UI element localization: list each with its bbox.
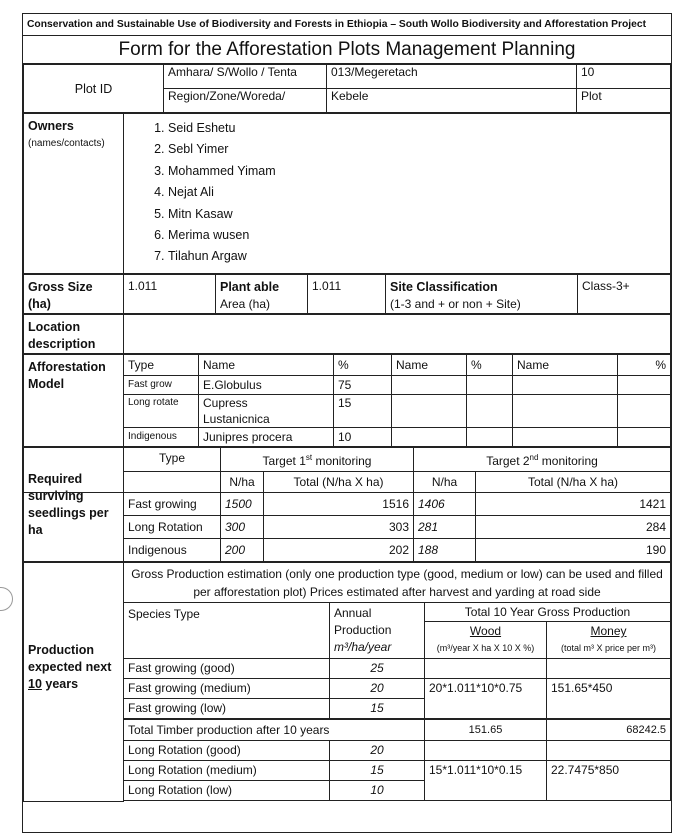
model-type-header: Type — [124, 355, 199, 376]
plantable-label: Plant able — [220, 280, 280, 294]
production-row-wood: 15*1.011*10*0.15 — [425, 761, 547, 801]
production-row-species: Long Rotation (medium) — [124, 761, 330, 781]
money-header: Money — [547, 622, 671, 641]
seedling-row-t2: 284 — [476, 516, 671, 539]
region-value: Amhara/ S/Wollo / Tenta — [164, 65, 327, 89]
site-class-sub: (1-3 and + or non + Site) — [390, 297, 521, 311]
seedlings-table — [23, 447, 671, 562]
plot-label: Plot — [577, 89, 671, 113]
seedling-row-n1: 200 — [221, 539, 264, 562]
model-row-type: Indigenous — [124, 428, 199, 447]
target1-total-header: Total (N/ha X ha) — [264, 472, 414, 493]
production-row-species: Long Rotation (good) — [124, 741, 330, 761]
seedling-row-t2: 1421 — [476, 493, 671, 516]
seedling-row-n2: 281 — [414, 516, 476, 539]
production-row-species: Fast growing (good) — [124, 658, 330, 678]
production-row-wood — [425, 741, 547, 761]
production-row-money: 151.65*450 — [547, 678, 671, 719]
production-row-annual: 20 — [330, 678, 425, 698]
model-name-header-2: Name — [392, 355, 467, 376]
plot-id-table — [23, 64, 671, 113]
model-pct-header-3: % — [618, 355, 671, 376]
production-table — [23, 562, 671, 802]
production-row-wood: 20*1.011*10*0.75 — [425, 678, 547, 719]
production-row-annual: 20 — [330, 741, 425, 761]
seedling-row-t1: 1516 — [264, 493, 414, 516]
location-table — [23, 314, 671, 354]
model-row-type: Fast grow — [124, 376, 199, 395]
total-timber-wood: 151.65 — [425, 719, 547, 741]
owners-label: Owners — [28, 119, 74, 133]
owners-sub: (names/contacts) — [28, 138, 105, 149]
project-header: Conservation and Sustainable Use of Biodiversity and Forests in Ethiopia – South Wollo Biodiversity and Afforestation Project — [23, 14, 671, 36]
punch-hole — [0, 587, 13, 611]
gross-size-label-cell — [24, 275, 124, 314]
model-name-header-3: Name — [513, 355, 618, 376]
afforestation-model-table — [23, 354, 671, 447]
production-note: Gross Production estimation (only one production type (good, medium or low) can be used and filled per afforestation plot) Prices estimated after harvest and yarding at road side — [124, 563, 671, 603]
model-row-pct: 15 — [334, 395, 392, 428]
kebele-value: 013/Megeretach — [327, 65, 577, 89]
kebele-label: Kebele — [327, 89, 577, 113]
model-pct-header-2: % — [467, 355, 513, 376]
owner-item: 4. Nejat Ali — [168, 182, 666, 203]
owners-list — [128, 118, 666, 268]
seedlings-label: Required surviving seedlings per ha — [24, 493, 124, 562]
model-row-pct: 75 — [334, 376, 392, 395]
model-row-name: Cupress Lustanicnica — [199, 395, 334, 428]
model-name-header: Name — [199, 355, 334, 376]
target2-nha-header: N/ha — [414, 472, 476, 493]
plot-id-label: Plot ID — [24, 65, 164, 113]
target1-header: Target 1st monitoring — [221, 448, 414, 472]
model-row-type: Long rotate — [124, 395, 199, 428]
model-pct-header: % — [334, 355, 392, 376]
target2-header: Target 2nd monitoring — [414, 448, 671, 472]
plantable-value: 1.011 — [308, 275, 386, 314]
location-value — [124, 315, 671, 354]
production-row-annual: 25 — [330, 658, 425, 678]
owner-item: 7. Tilahun Argaw — [168, 246, 666, 267]
owners-list-cell — [124, 114, 671, 274]
production-label: Production expected next 10 years — [24, 563, 124, 802]
production-row-money: 22.7475*850 — [547, 761, 671, 801]
production-row-species: Fast growing (low) — [124, 699, 330, 720]
seedling-row-t1: 303 — [264, 516, 414, 539]
production-row-annual: 15 — [330, 761, 425, 781]
gross-size-unit: (ha) — [28, 297, 51, 311]
location-label: Location description — [24, 315, 124, 354]
form-title: Form for the Afforestation Plots Management Planning — [23, 36, 671, 64]
production-row-money — [547, 658, 671, 678]
seedling-row-t1: 202 — [264, 539, 414, 562]
owner-item: 1. Seid Eshetu — [168, 118, 666, 139]
site-class-label-cell — [386, 275, 578, 314]
species-type-header: Species Type — [124, 603, 330, 659]
production-row-annual: 10 — [330, 781, 425, 801]
plantable-unit: Area (ha) — [220, 297, 271, 311]
plot-value: 10 — [577, 65, 671, 89]
production-row-species: Long Rotation (low) — [124, 781, 330, 801]
production-row-money — [547, 741, 671, 761]
target1-nha-header: N/ha — [221, 472, 264, 493]
model-row-pct: 10 — [334, 428, 392, 447]
site-class-label: Site Classification — [390, 280, 498, 294]
plantable-label-cell — [216, 275, 308, 314]
model-row-name: Junipres procera — [199, 428, 334, 447]
owner-item: 6. Merima wusen — [168, 225, 666, 246]
seedling-row-type: Long Rotation — [124, 516, 221, 539]
seedling-row-n2: 188 — [414, 539, 476, 562]
production-row-species: Fast growing (medium) — [124, 678, 330, 698]
production-row-wood — [425, 658, 547, 678]
target2-total-header: Total (N/ha X ha) — [476, 472, 671, 493]
model-label: Afforestation Model — [24, 355, 124, 447]
production-row-annual: 15 — [330, 699, 425, 720]
seedling-row-type: Indigenous — [124, 539, 221, 562]
owners-label-cell — [24, 114, 124, 274]
seedling-row-t2: 190 — [476, 539, 671, 562]
model-row-name: E.Globulus — [199, 376, 334, 395]
gross-size-value: 1.011 — [124, 275, 216, 314]
seedling-row-n1: 300 — [221, 516, 264, 539]
annual-production-header: Annual Production m³/ha/year — [330, 603, 425, 659]
total-timber-label: Total Timber production after 10 years — [124, 719, 425, 741]
seedling-row-n1: 1500 — [221, 493, 264, 516]
seedlings-type-header: Type — [124, 448, 221, 472]
wood-sub-header: (m³/year X ha X 10 X %) — [425, 640, 547, 658]
gross-size-label: Gross Size — [28, 280, 93, 294]
total-timber-money: 68242.5 — [547, 719, 671, 741]
gross-size-table — [23, 274, 671, 314]
owner-item: 5. Mitn Kasaw — [168, 204, 666, 225]
owners-table — [23, 113, 671, 274]
total-10yr-header: Total 10 Year Gross Production — [425, 603, 671, 622]
owner-item: 3. Mohammed Yimam — [168, 161, 666, 182]
owner-item: 2. Sebl Yimer — [168, 139, 666, 160]
region-label: Region/Zone/Woreda/ — [164, 89, 327, 113]
form-page — [22, 13, 672, 833]
seedling-row-type: Fast growing — [124, 493, 221, 516]
wood-header: Wood — [425, 622, 547, 641]
site-class-value: Class-3+ — [578, 275, 671, 314]
money-sub-header: (total m³ X price per m³) — [547, 640, 671, 658]
seedling-row-n2: 1406 — [414, 493, 476, 516]
